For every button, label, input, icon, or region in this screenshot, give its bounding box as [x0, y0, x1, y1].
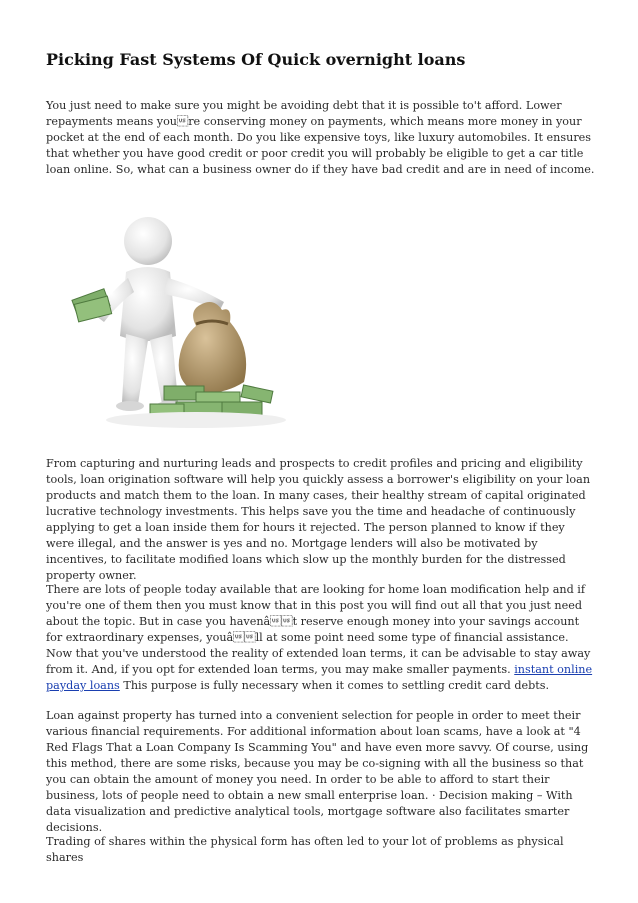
payday-loans-link[interactable]: instant online payday loans — [46, 663, 593, 692]
paragraph-3-text-a: There are lots of people today available that are looking for home loan modification help and if you're one of them then you must know that in this post you will find out all that you just need about the topic. But in case you havenâ t reserve enough money into your savings account for extraordinary expenses, youâ ll at some point need some type of financial assistance. Now that you've understood the reality of extended loan terms, it can be advisable to stay away from it. And, if you opt for extended loan terms, you may make smaller payments. — [46, 583, 591, 676]
paragraph-3 — [46, 582, 596, 694]
money-sack — [179, 302, 246, 393]
paragraph-3-text-b: This purpose is fully necessary when it comes to settling credit card debts. — [119, 679, 550, 692]
paragraph-2: From capturing and nurturing leads and prospects to credit profiles and pricing and eligibility tools, loan origination software will help you quickly assess a borrower's eligibility on your loan products and match them to the loan. In many cases, their healthy stream of capital originated lucrative technology investments. This helps save you the time and headache of continuously applying to get a loan inside them for hours it rejected. The person planned to know if they were illegal, and the answer is yes and no. Mortgage lenders will also be motivated by incentives, to facilitate modified loans which slow up the monthly burden for the distressed property owner. — [46, 457, 591, 582]
money-figure-illustration — [46, 206, 296, 441]
article-title: Picking Fast Systems Of Quick overnight loans — [46, 50, 466, 69]
paragraph-5: Trading of shares within the physical form has often led to your lot of problems as physical shares — [46, 835, 564, 864]
paragraph-4: Loan against property has turned into a convenient selection for people in order to meet their various financial requirements. For additional information about loan scams, have a look at "4 Red Flags That a Loan Company Is Scamming You" and have even more savvy. Of course, using this method, there are some risks, because you may be co-signing with all the business so that you can obtain the amount of money you need. In order to be able to afford to start their business, lots of people need to obtain a new small enterprise loan. · Decision making – With data visualization and predictive analytical tools, mortgage software also facilitates smarter decisions. — [46, 709, 589, 834]
paragraph-1: You just need to make sure you might be avoiding debt that it is possible to't afford. Lower repayments means you re conserving money on payments, which means more money in your pocket at the end of each month. Do you like expensive toys, like luxury automobiles. It ensures that whether you have good credit or poor credit you will probably be eligible to get a car title loan online. So, what can a business owner do if they have bad credit and are in need of income. — [46, 99, 595, 176]
